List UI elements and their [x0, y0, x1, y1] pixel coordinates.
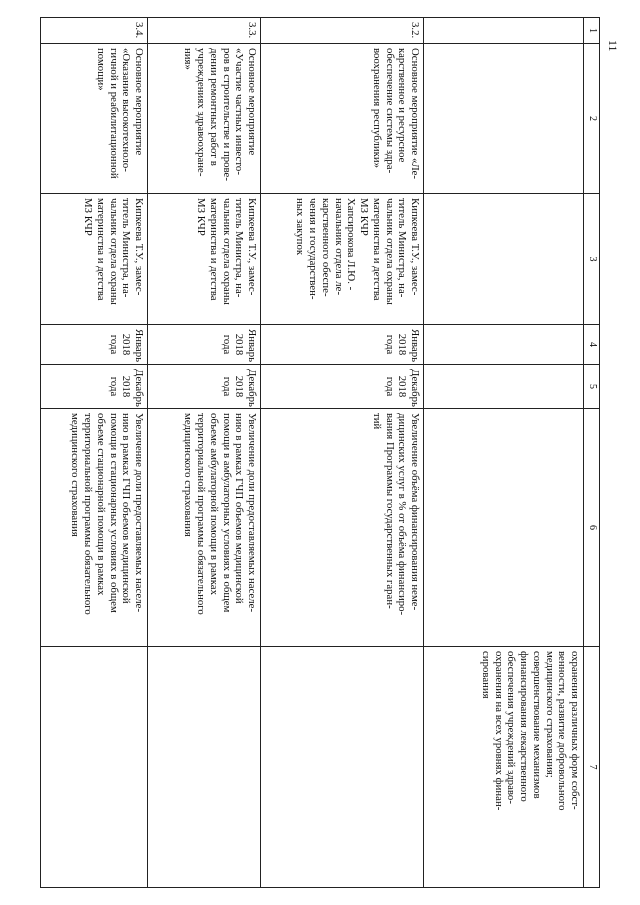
cell-text-line: чения и государствен- [307, 198, 320, 300]
cell-text-line: карственное и ресурсное [396, 48, 409, 163]
responsible-cell [148, 194, 261, 325]
header-cell-3: 3 [584, 194, 600, 325]
cell-text-line: ных закупок [294, 198, 307, 256]
end-date-cell [261, 365, 424, 409]
cell-text-line: 2018 [233, 333, 246, 356]
cell-text-line: воохранения республики» [370, 48, 383, 169]
cell-text-line: Увеличение доли предоставляемых населе- [133, 413, 145, 613]
measure-cell [261, 44, 424, 194]
table-row [261, 18, 424, 888]
cell-text-line: Январь [133, 329, 145, 363]
cell-text-line: объеме амбулаторной помощи в рамках [207, 413, 220, 595]
header-cell-6: 6 [584, 409, 600, 647]
result-cell [41, 647, 148, 888]
cell-text-line: Кипкеева Т.У., замес- [246, 198, 258, 296]
table-body [41, 18, 584, 888]
cell-text-line: помощи» [94, 48, 107, 91]
cell-text-line: дицинских услуг в % от объёма финансиро- [396, 413, 409, 616]
cell-text-line: нию в рамках ГЧП объемов медицинской [120, 413, 133, 604]
header-cell-7: 7 [584, 647, 600, 888]
table-row [41, 18, 148, 888]
cell-text-line: Январь [409, 329, 421, 363]
cell-text-line: ров в строительстве и прове- [220, 48, 233, 181]
cell-text-line: карственного обеспе- [319, 198, 332, 297]
cell-text-line: года [107, 334, 120, 355]
cell-text-line: года [383, 334, 396, 355]
cell-text-line: вания Программы государственных гаран- [383, 413, 396, 609]
cell-text-line: года [107, 376, 120, 397]
header-cell-5: 5 [584, 365, 600, 409]
cell-text-line: медицинского страхования; [543, 651, 556, 778]
cell-text-line: нию в рамках ГЧП объемов медицинской [233, 413, 246, 604]
result-cell [148, 647, 261, 888]
cell-text-line: 2018 [396, 333, 409, 356]
cell-text-line: материнства и детства [370, 198, 383, 301]
cell-text-line: помощи в стационарных условиях в общем [107, 413, 120, 613]
cell-text-line: медицинского страхования [69, 413, 82, 537]
cell-text-line: медицинского страхования [182, 413, 195, 537]
row-number [424, 18, 584, 44]
cell-text-line: Январь [246, 329, 258, 363]
row-number: 3.4. [41, 18, 148, 44]
cell-text-line: МЗ КЧР [195, 198, 208, 236]
header-row [584, 18, 600, 888]
cell-text-line: помощи в амбулаторных условиях в общем [220, 413, 233, 613]
cell-text-line: гичной и реабилитационной [107, 48, 120, 179]
start-date-cell [41, 325, 148, 365]
cell-text-line: МЗ КЧР [82, 198, 95, 236]
cell-text-line: начальник отдела ле- [332, 198, 345, 296]
cell-text-line: Основное мероприятие [246, 48, 258, 156]
result-cell [261, 647, 424, 888]
measure-cell [41, 44, 148, 194]
cell-text-line: Декабрь [246, 369, 258, 407]
result-cell [424, 647, 584, 888]
cell-text-line: Увеличение доли предоставляемых населе- [246, 413, 258, 613]
header-cell-1: 1 [584, 18, 600, 44]
cell-text-line: учреждениях здравоохране- [195, 48, 208, 177]
cell-text-line: финансирования лекарственного [518, 651, 531, 802]
cell-text-line: материнства и детства [207, 198, 220, 301]
cell-text-line: МЗ КЧР [358, 198, 371, 236]
indicator-cell [424, 409, 584, 647]
cell-text-line: 2018 [120, 375, 133, 398]
cell-text-line: чальник отдела охраны [383, 198, 396, 305]
cell-text-line: 2018 [396, 375, 409, 398]
measure-cell [148, 44, 261, 194]
cell-text-line: обеспечение системы здра- [383, 48, 396, 174]
cell-text-line: тий [370, 413, 383, 430]
page-number: 11 [606, 40, 620, 52]
cell-text-line: Основное мероприятие «Ле- [409, 48, 421, 180]
responsible-cell [261, 194, 424, 325]
cell-text-line: территориальной программы обязательного [82, 413, 95, 615]
cell-text-line: титель Министра, на- [120, 198, 133, 298]
responsible-cell [424, 194, 584, 325]
cell-text-line: титель Министра, на- [233, 198, 246, 298]
cell-text-line: Декабрь [133, 369, 145, 407]
indicator-cell [261, 409, 424, 647]
row-number: 3.2. [261, 18, 424, 44]
table-row [148, 18, 261, 888]
table-row [424, 18, 584, 888]
measure-cell [424, 44, 584, 194]
cell-text-line: «Оказание высокотехноло- [120, 48, 133, 172]
cell-text-line: чальник отдела охраны [107, 198, 120, 305]
cell-text-line: охранения различных форм собст- [569, 651, 581, 810]
cell-text-line: Кипкеева Т.У., замес- [409, 198, 421, 296]
cell-text-line: территориальной программы обязательного [195, 413, 208, 615]
cell-text-line: охранения на всех уровнях финан- [492, 651, 505, 811]
cell-text-line: Хапсирокова Л.Ю. - [345, 198, 358, 291]
start-date-cell [424, 325, 584, 365]
indicator-cell [148, 409, 261, 647]
indicator-cell [41, 409, 148, 647]
program-table [40, 17, 600, 888]
cell-text-line: совершенствование механизмов [530, 651, 543, 799]
cell-text-line: года [383, 376, 396, 397]
row-number: 3.3. [148, 18, 261, 44]
cell-text-line: сирования [479, 651, 492, 699]
end-date-cell [148, 365, 261, 409]
rotated-page [60, 17, 600, 887]
cell-text-line: Декабрь [409, 369, 421, 407]
cell-text-line: Кипкеева Т.У., замес- [133, 198, 145, 296]
responsible-cell [41, 194, 148, 325]
end-date-cell [424, 365, 584, 409]
start-date-cell [261, 325, 424, 365]
cell-text-line: 2018 [233, 375, 246, 398]
cell-text-line: года [220, 376, 233, 397]
cell-text-line: «Участие частных инвесто- [233, 48, 246, 175]
cell-text-line: 2018 [120, 333, 133, 356]
header-cell-2: 2 [584, 44, 600, 194]
cell-text-line: Увеличение объёма финансирования неме- [409, 413, 421, 611]
cell-text-line: венности, развитие добровольного [556, 651, 569, 811]
start-date-cell [148, 325, 261, 365]
cell-text-line: дении ремонтных работ в [207, 48, 220, 166]
cell-text-line: ния» [182, 48, 195, 70]
cell-text-line: Основное мероприятие [133, 48, 145, 156]
cell-text-line: материнства и детства [94, 198, 107, 301]
cell-text-line: титель Министра, на- [396, 198, 409, 298]
end-date-cell [41, 365, 148, 409]
cell-text-line: года [220, 334, 233, 355]
header-cell-4: 4 [584, 325, 600, 365]
cell-text-line: объеме стационарной помощи в рамках [94, 413, 107, 596]
cell-text-line: чальник отдела охраны [220, 198, 233, 305]
cell-text-line: обеспечения учреждений здраво- [505, 651, 518, 804]
